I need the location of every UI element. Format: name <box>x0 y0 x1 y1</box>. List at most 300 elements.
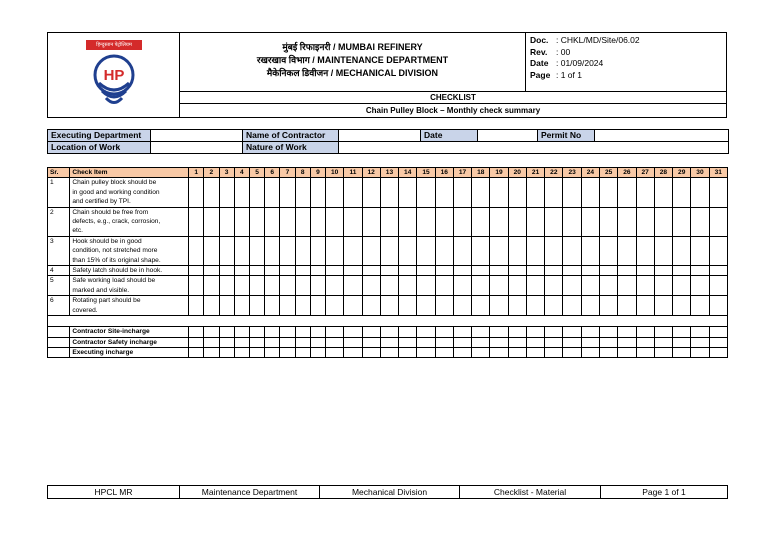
day-check-cell[interactable] <box>265 266 280 276</box>
day-check-cell[interactable] <box>618 276 636 296</box>
day-check-cell[interactable] <box>691 296 709 316</box>
day-check-cell[interactable] <box>618 266 636 276</box>
permit-no-field[interactable] <box>595 130 729 142</box>
day-check-cell[interactable] <box>600 337 618 347</box>
day-check-cell[interactable] <box>600 296 618 316</box>
day-check-cell[interactable] <box>265 296 280 316</box>
day-check-cell[interactable] <box>295 347 310 357</box>
day-check-cell[interactable] <box>249 296 264 316</box>
day-check-cell[interactable] <box>295 178 310 207</box>
day-check-cell[interactable] <box>453 236 471 265</box>
title-line-2: रखरखाव विभाग / MAINTENANCE DEPARTMENT <box>256 55 449 65</box>
day-check-cell[interactable] <box>295 207 310 236</box>
day-check-cell[interactable] <box>563 337 581 347</box>
day-check-cell[interactable] <box>600 178 618 207</box>
day-check-cell[interactable] <box>249 327 264 337</box>
day-check-cell[interactable] <box>581 207 599 236</box>
day-check-cell[interactable] <box>453 327 471 337</box>
day-check-cell[interactable] <box>265 276 280 296</box>
day-check-cell[interactable] <box>618 337 636 347</box>
day-check-cell[interactable] <box>600 276 618 296</box>
day-check-cell[interactable] <box>435 327 453 337</box>
day-check-cell[interactable] <box>526 296 544 316</box>
day-check-cell[interactable] <box>219 347 234 357</box>
day-check-cell[interactable] <box>691 276 709 296</box>
day-check-cell[interactable] <box>249 347 264 357</box>
day-check-cell[interactable] <box>280 296 295 316</box>
day-check-cell[interactable] <box>234 296 249 316</box>
day-check-cell[interactable] <box>545 266 563 276</box>
day-check-cell[interactable] <box>344 207 362 236</box>
day-check-cell[interactable] <box>472 296 490 316</box>
day-check-cell[interactable] <box>508 178 526 207</box>
day-check-cell[interactable] <box>600 327 618 337</box>
day-check-cell[interactable] <box>508 327 526 337</box>
day-check-cell[interactable] <box>310 276 325 296</box>
day-check-cell[interactable] <box>310 347 325 357</box>
day-check-cell[interactable] <box>204 236 219 265</box>
day-check-cell[interactable] <box>417 266 435 276</box>
day-check-cell[interactable] <box>600 207 618 236</box>
day-check-cell[interactable] <box>326 207 344 236</box>
day-check-cell[interactable] <box>691 337 709 347</box>
day-check-cell[interactable] <box>435 178 453 207</box>
day-check-cell[interactable] <box>673 178 691 207</box>
day-check-cell[interactable] <box>563 236 581 265</box>
day-check-cell[interactable] <box>204 296 219 316</box>
day-check-cell[interactable] <box>295 236 310 265</box>
day-check-cell[interactable] <box>380 207 398 236</box>
day-check-cell[interactable] <box>654 296 672 316</box>
day-check-cell[interactable] <box>709 276 727 296</box>
day-check-cell[interactable] <box>280 178 295 207</box>
day-check-cell[interactable] <box>362 207 380 236</box>
day-check-cell[interactable] <box>563 276 581 296</box>
day-check-cell[interactable] <box>453 337 471 347</box>
day-check-cell[interactable] <box>280 327 295 337</box>
day-check-cell[interactable] <box>472 266 490 276</box>
day-check-cell[interactable] <box>249 337 264 347</box>
executing-department-field[interactable] <box>151 130 243 142</box>
day-check-cell[interactable] <box>310 178 325 207</box>
day-check-cell[interactable] <box>563 327 581 337</box>
day-check-cell[interactable] <box>563 296 581 316</box>
day-check-cell[interactable] <box>249 207 264 236</box>
day-check-cell[interactable] <box>219 236 234 265</box>
day-check-cell[interactable] <box>673 347 691 357</box>
day-check-cell[interactable] <box>362 337 380 347</box>
day-check-cell[interactable] <box>490 337 508 347</box>
day-check-cell[interactable] <box>691 266 709 276</box>
day-check-cell[interactable] <box>362 276 380 296</box>
day-check-cell[interactable] <box>280 236 295 265</box>
day-check-cell[interactable] <box>249 266 264 276</box>
day-check-cell[interactable] <box>234 347 249 357</box>
day-check-cell[interactable] <box>435 337 453 347</box>
day-check-cell[interactable] <box>265 236 280 265</box>
day-check-cell[interactable] <box>435 236 453 265</box>
day-check-cell[interactable] <box>545 327 563 337</box>
day-check-cell[interactable] <box>453 178 471 207</box>
day-check-cell[interactable] <box>344 337 362 347</box>
day-check-cell[interactable] <box>189 276 204 296</box>
day-check-cell[interactable] <box>673 207 691 236</box>
day-check-cell[interactable] <box>600 347 618 357</box>
day-check-cell[interactable] <box>490 178 508 207</box>
day-check-cell[interactable] <box>526 207 544 236</box>
day-check-cell[interactable] <box>326 327 344 337</box>
day-check-cell[interactable] <box>344 266 362 276</box>
day-check-cell[interactable] <box>490 207 508 236</box>
day-check-cell[interactable] <box>435 296 453 316</box>
day-check-cell[interactable] <box>189 347 204 357</box>
day-check-cell[interactable] <box>673 266 691 276</box>
day-check-cell[interactable] <box>636 236 654 265</box>
day-check-cell[interactable] <box>673 327 691 337</box>
day-check-cell[interactable] <box>280 337 295 347</box>
day-check-cell[interactable] <box>654 337 672 347</box>
day-check-cell[interactable] <box>380 276 398 296</box>
day-check-cell[interactable] <box>417 236 435 265</box>
day-check-cell[interactable] <box>326 236 344 265</box>
day-check-cell[interactable] <box>526 327 544 337</box>
day-check-cell[interactable] <box>189 207 204 236</box>
day-check-cell[interactable] <box>362 236 380 265</box>
day-check-cell[interactable] <box>362 178 380 207</box>
day-check-cell[interactable] <box>508 347 526 357</box>
day-check-cell[interactable] <box>526 236 544 265</box>
day-check-cell[interactable] <box>435 347 453 357</box>
day-check-cell[interactable] <box>563 178 581 207</box>
day-check-cell[interactable] <box>344 276 362 296</box>
day-check-cell[interactable] <box>563 266 581 276</box>
day-check-cell[interactable] <box>545 337 563 347</box>
day-check-cell[interactable] <box>234 337 249 347</box>
day-check-cell[interactable] <box>545 178 563 207</box>
day-check-cell[interactable] <box>691 178 709 207</box>
day-check-cell[interactable] <box>219 266 234 276</box>
day-check-cell[interactable] <box>526 276 544 296</box>
day-check-cell[interactable] <box>362 296 380 316</box>
day-check-cell[interactable] <box>189 296 204 316</box>
day-check-cell[interactable] <box>490 327 508 337</box>
day-check-cell[interactable] <box>417 178 435 207</box>
day-check-cell[interactable] <box>344 327 362 337</box>
day-check-cell[interactable] <box>526 178 544 207</box>
day-check-cell[interactable] <box>295 327 310 337</box>
day-check-cell[interactable] <box>362 266 380 276</box>
day-check-cell[interactable] <box>380 337 398 347</box>
day-check-cell[interactable] <box>204 266 219 276</box>
day-check-cell[interactable] <box>295 266 310 276</box>
day-check-cell[interactable] <box>508 207 526 236</box>
day-check-cell[interactable] <box>399 276 417 296</box>
day-check-cell[interactable] <box>234 327 249 337</box>
day-check-cell[interactable] <box>219 327 234 337</box>
date-field[interactable] <box>478 130 538 142</box>
day-check-cell[interactable] <box>526 337 544 347</box>
day-check-cell[interactable] <box>417 296 435 316</box>
day-check-cell[interactable] <box>709 178 727 207</box>
item-sr: 3 <box>48 236 70 265</box>
day-check-cell[interactable] <box>691 207 709 236</box>
day-check-cell[interactable] <box>709 296 727 316</box>
day-header: 6 <box>265 168 280 178</box>
day-check-cell[interactable] <box>249 178 264 207</box>
day-check-cell[interactable] <box>189 327 204 337</box>
day-check-cell[interactable] <box>326 276 344 296</box>
day-check-cell[interactable] <box>618 236 636 265</box>
day-check-cell[interactable] <box>189 236 204 265</box>
contractor-name-field[interactable] <box>339 130 421 142</box>
day-check-cell[interactable] <box>204 327 219 337</box>
day-header: 16 <box>435 168 453 178</box>
day-check-cell[interactable] <box>234 266 249 276</box>
day-check-cell[interactable] <box>472 337 490 347</box>
day-check-cell[interactable] <box>453 347 471 357</box>
day-check-cell[interactable] <box>490 266 508 276</box>
day-check-cell[interactable] <box>618 347 636 357</box>
day-header: 29 <box>673 168 691 178</box>
day-check-cell[interactable] <box>709 207 727 236</box>
day-check-cell[interactable] <box>654 266 672 276</box>
day-check-cell[interactable] <box>380 236 398 265</box>
day-check-cell[interactable] <box>399 178 417 207</box>
day-check-cell[interactable] <box>453 296 471 316</box>
day-check-cell[interactable] <box>654 276 672 296</box>
day-check-cell[interactable] <box>344 236 362 265</box>
day-check-cell[interactable] <box>219 276 234 296</box>
day-check-cell[interactable] <box>673 276 691 296</box>
day-check-cell[interactable] <box>234 276 249 296</box>
day-check-cell[interactable] <box>581 178 599 207</box>
day-check-cell[interactable] <box>673 296 691 316</box>
signoff-row <box>48 327 728 337</box>
day-check-cell[interactable] <box>265 347 280 357</box>
day-check-cell[interactable] <box>490 296 508 316</box>
day-check-cell[interactable] <box>563 347 581 357</box>
day-check-cell[interactable] <box>326 296 344 316</box>
day-check-cell[interactable] <box>204 276 219 296</box>
day-check-cell[interactable] <box>472 276 490 296</box>
day-check-cell[interactable] <box>581 276 599 296</box>
day-check-cell[interactable] <box>265 337 280 347</box>
day-check-cell[interactable] <box>581 327 599 337</box>
day-check-cell[interactable] <box>326 347 344 357</box>
day-check-cell[interactable] <box>417 276 435 296</box>
day-check-cell[interactable] <box>472 327 490 337</box>
day-check-cell[interactable] <box>280 266 295 276</box>
day-check-cell[interactable] <box>581 347 599 357</box>
day-check-cell[interactable] <box>435 266 453 276</box>
day-check-cell[interactable] <box>508 266 526 276</box>
day-check-cell[interactable] <box>654 327 672 337</box>
day-check-cell[interactable] <box>417 347 435 357</box>
day-check-cell[interactable] <box>636 296 654 316</box>
day-check-cell[interactable] <box>508 276 526 296</box>
day-check-cell[interactable] <box>380 296 398 316</box>
day-check-cell[interactable] <box>508 296 526 316</box>
day-check-cell[interactable] <box>344 296 362 316</box>
day-check-cell[interactable] <box>399 327 417 337</box>
day-check-cell[interactable] <box>189 178 204 207</box>
day-check-cell[interactable] <box>234 236 249 265</box>
day-check-cell[interactable] <box>417 337 435 347</box>
day-check-cell[interactable] <box>545 296 563 316</box>
day-check-cell[interactable] <box>204 337 219 347</box>
day-check-cell[interactable] <box>618 178 636 207</box>
day-check-cell[interactable] <box>249 276 264 296</box>
day-check-cell[interactable] <box>472 347 490 357</box>
day-check-cell[interactable] <box>618 296 636 316</box>
day-check-cell[interactable] <box>265 327 280 337</box>
day-check-cell[interactable] <box>295 296 310 316</box>
day-check-cell[interactable] <box>581 236 599 265</box>
day-check-cell[interactable] <box>472 236 490 265</box>
day-check-cell[interactable] <box>189 337 204 347</box>
day-check-cell[interactable] <box>310 337 325 347</box>
day-check-cell[interactable] <box>310 236 325 265</box>
day-check-cell[interactable] <box>508 337 526 347</box>
day-check-cell[interactable] <box>709 327 727 337</box>
day-check-cell[interactable] <box>399 266 417 276</box>
day-check-cell[interactable] <box>295 276 310 296</box>
day-check-cell[interactable] <box>380 347 398 357</box>
day-check-cell[interactable] <box>691 327 709 337</box>
day-check-cell[interactable] <box>310 296 325 316</box>
day-check-cell[interactable] <box>234 207 249 236</box>
day-check-cell[interactable] <box>472 178 490 207</box>
day-check-cell[interactable] <box>344 178 362 207</box>
day-check-cell[interactable] <box>526 266 544 276</box>
day-check-cell[interactable] <box>380 266 398 276</box>
day-check-cell[interactable] <box>453 207 471 236</box>
day-check-cell[interactable] <box>380 178 398 207</box>
day-check-cell[interactable] <box>362 347 380 357</box>
day-header: 25 <box>600 168 618 178</box>
day-check-cell[interactable] <box>545 207 563 236</box>
day-check-cell[interactable] <box>654 347 672 357</box>
day-check-cell[interactable] <box>380 327 398 337</box>
day-check-cell[interactable] <box>654 178 672 207</box>
day-check-cell[interactable] <box>673 236 691 265</box>
day-check-cell[interactable] <box>435 207 453 236</box>
day-check-cell[interactable] <box>399 207 417 236</box>
day-check-cell[interactable] <box>636 266 654 276</box>
day-check-cell[interactable] <box>326 178 344 207</box>
day-check-cell[interactable] <box>219 337 234 347</box>
day-check-cell[interactable] <box>362 327 380 337</box>
day-check-cell[interactable] <box>636 347 654 357</box>
day-check-cell[interactable] <box>636 276 654 296</box>
day-check-cell[interactable] <box>280 207 295 236</box>
day-check-cell[interactable] <box>417 327 435 337</box>
day-check-cell[interactable] <box>234 178 249 207</box>
day-check-cell[interactable] <box>204 347 219 357</box>
location-of-work-field[interactable] <box>151 142 243 154</box>
day-check-cell[interactable] <box>189 266 204 276</box>
day-check-cell[interactable] <box>204 178 219 207</box>
day-check-cell[interactable] <box>600 236 618 265</box>
day-check-cell[interactable] <box>453 266 471 276</box>
nature-of-work-field[interactable] <box>339 142 729 154</box>
day-check-cell[interactable] <box>265 178 280 207</box>
day-check-cell[interactable] <box>472 207 490 236</box>
day-check-cell[interactable] <box>709 337 727 347</box>
day-check-cell[interactable] <box>399 347 417 357</box>
day-check-cell[interactable] <box>636 337 654 347</box>
doc-date: Date : 01/09/2024 <box>530 58 604 68</box>
day-check-cell[interactable] <box>618 327 636 337</box>
day-check-cell[interactable] <box>435 276 453 296</box>
day-check-cell[interactable] <box>417 207 435 236</box>
day-check-cell[interactable] <box>508 236 526 265</box>
day-check-cell[interactable] <box>326 266 344 276</box>
day-check-cell[interactable] <box>490 236 508 265</box>
day-check-cell[interactable] <box>581 266 599 276</box>
day-check-cell[interactable] <box>249 236 264 265</box>
day-check-cell[interactable] <box>636 207 654 236</box>
day-check-cell[interactable] <box>636 327 654 337</box>
item-sr: 1 <box>48 178 70 207</box>
day-check-cell[interactable] <box>310 327 325 337</box>
day-check-cell[interactable] <box>526 347 544 357</box>
day-check-cell[interactable] <box>545 236 563 265</box>
day-check-cell[interactable] <box>563 207 581 236</box>
day-check-cell[interactable] <box>709 236 727 265</box>
day-check-cell[interactable] <box>545 347 563 357</box>
day-check-cell[interactable] <box>399 236 417 265</box>
day-check-cell[interactable] <box>618 207 636 236</box>
day-check-cell[interactable] <box>453 276 471 296</box>
day-check-cell[interactable] <box>654 207 672 236</box>
day-check-cell[interactable] <box>709 347 727 357</box>
day-check-cell[interactable] <box>600 266 618 276</box>
check-item <box>70 236 189 265</box>
logo-cell <box>48 33 180 117</box>
day-check-cell[interactable] <box>265 207 280 236</box>
day-check-cell[interactable] <box>399 296 417 316</box>
hp-emblem-icon <box>92 53 136 109</box>
day-check-cell[interactable] <box>490 347 508 357</box>
day-header: 26 <box>618 168 636 178</box>
day-check-cell[interactable] <box>691 236 709 265</box>
day-check-cell[interactable] <box>399 337 417 347</box>
work-info-table <box>47 129 729 154</box>
day-check-cell[interactable] <box>581 337 599 347</box>
day-check-cell[interactable] <box>219 207 234 236</box>
day-check-cell[interactable] <box>219 296 234 316</box>
day-check-cell[interactable] <box>310 207 325 236</box>
day-check-cell[interactable] <box>204 207 219 236</box>
day-check-cell[interactable] <box>310 266 325 276</box>
day-check-cell[interactable] <box>709 266 727 276</box>
day-check-cell[interactable] <box>490 276 508 296</box>
day-check-cell[interactable] <box>581 296 599 316</box>
day-check-cell[interactable] <box>545 276 563 296</box>
day-header: 21 <box>526 168 544 178</box>
day-check-cell[interactable] <box>219 178 234 207</box>
day-check-cell[interactable] <box>280 276 295 296</box>
day-check-cell[interactable] <box>280 347 295 357</box>
day-check-cell[interactable] <box>326 337 344 347</box>
day-check-cell[interactable] <box>295 337 310 347</box>
day-check-cell[interactable] <box>691 347 709 357</box>
day-check-cell[interactable] <box>673 337 691 347</box>
day-check-cell[interactable] <box>636 178 654 207</box>
day-check-cell[interactable] <box>654 236 672 265</box>
day-check-cell[interactable] <box>344 347 362 357</box>
